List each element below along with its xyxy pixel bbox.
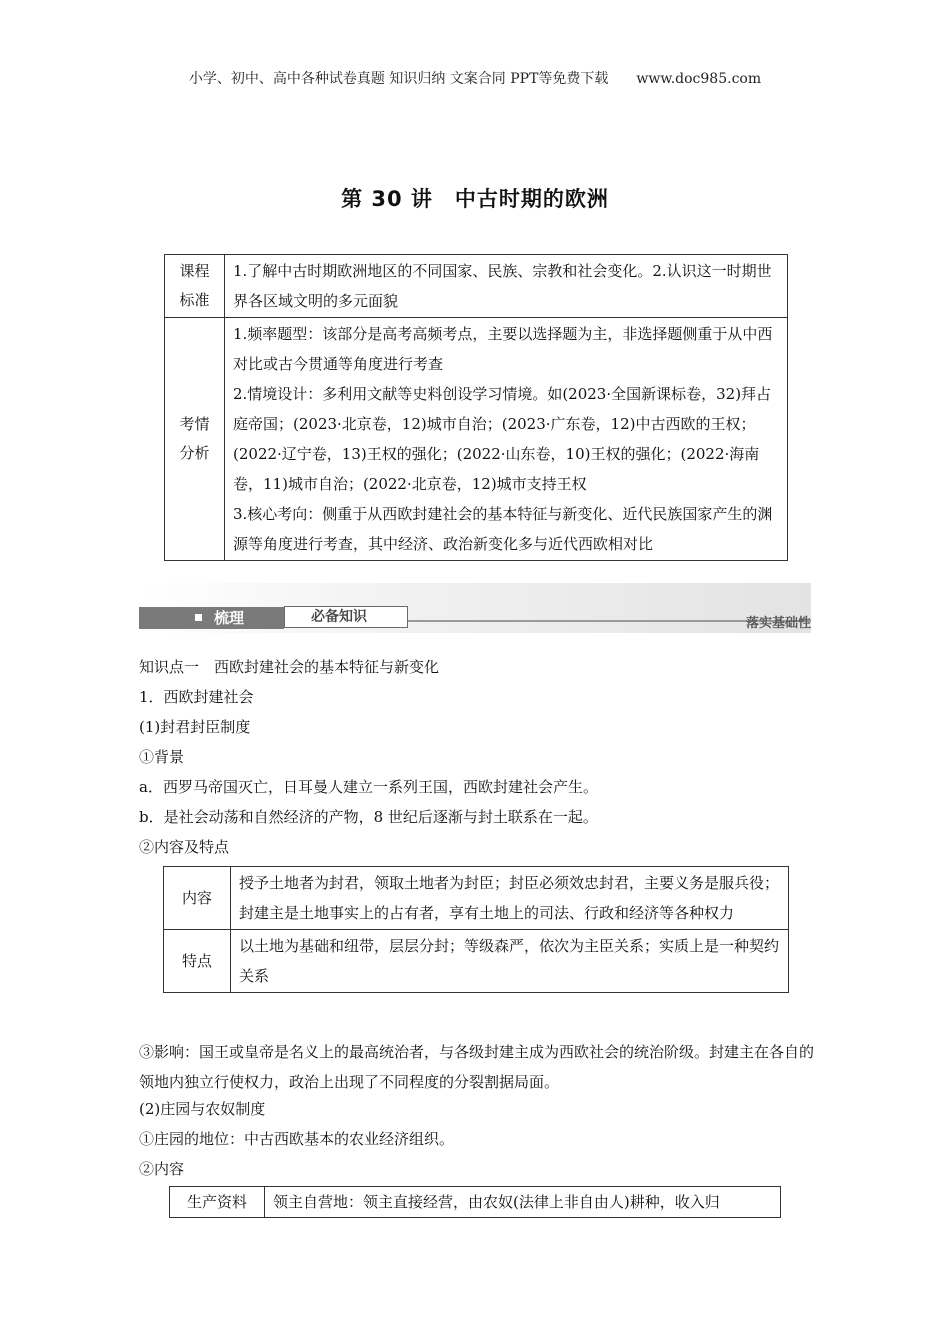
table-cell-content: 以土地为基础和纽带，层层分封；等级森严，依次为主臣关系；实质上是一种契约关系 — [231, 930, 789, 993]
table-row — [164, 867, 789, 930]
paragraph: a．西罗马帝国灭亡，日耳曼人建立一系列王国，西欧封建社会产生。 — [139, 778, 598, 796]
header-text: 小学、初中、高中各种试卷真题 知识归纳 文案合同 PPT等免费下载 — [188, 71, 609, 87]
square-bullet-icon — [195, 614, 202, 621]
label-line: 课程 — [179, 262, 210, 280]
manor-table — [169, 1186, 781, 1218]
page-title: 第 30 讲 中古时期的欧洲 — [341, 187, 609, 211]
course-info-table — [164, 254, 788, 561]
section-heading: 1．西欧封建社会 — [139, 688, 254, 706]
table-cell-label: 内容 — [164, 867, 231, 930]
item-heading: ②内容 — [139, 1160, 185, 1178]
item-heading: ②内容及特点 — [139, 838, 230, 856]
table-row — [170, 1187, 781, 1218]
label-line: 标准 — [179, 291, 210, 309]
item-heading: ①背景 — [139, 748, 185, 766]
banner-tag-secondary — [284, 606, 408, 628]
paragraph: ③影响：国王或皇帝是名义上的最高统治者，与各级封建主成为西欧社会的统治阶级。封建主在各自的领地内独立行使权力，政治上出现了不同程度的分裂割据局面。 — [139, 1043, 815, 1091]
banner-tag-secondary-label: 必备知识 — [311, 609, 367, 625]
table-cell-label: 特点 — [164, 930, 231, 993]
table-row — [164, 930, 789, 993]
fief-system-table — [163, 866, 789, 993]
subsection-heading: (2)庄园与农奴制度 — [139, 1100, 266, 1118]
curriculum-standard-content: 1.了解中古时期欧洲地区的不同国家、民族、宗教和社会变化。2.认识这一时期世界各区域文明的多元面貌 — [225, 255, 788, 318]
section-banner — [139, 583, 811, 633]
header-url[interactable]: www.doc985.com — [636, 71, 762, 87]
exam-analysis-content — [225, 318, 788, 561]
table-cell-label: 生产资料 — [170, 1187, 265, 1218]
table-cell-content: 领主自营地：领主直接经营，由农奴(法律上非自由人)耕种，收入归 — [265, 1187, 781, 1218]
subsection-heading: (1)封君封臣制度 — [139, 718, 251, 736]
page-header — [0, 68, 950, 88]
paragraph: ①庄园的地位：中古西欧基本的农业经济组织。 — [139, 1130, 455, 1148]
label-line: 考情 — [179, 415, 210, 433]
table-row — [165, 318, 788, 561]
banner-tag-primary-label: 梳理 — [214, 609, 245, 627]
exam-analysis-para-2: 2.情境设计：多利用文献等史料创设学习情境。如(2023·全国新课标卷，32)拜占庭帝国；(2023·北京卷，12)城市自治；(2023·广东卷，12)中古西欧的王权；(2022·辽宁卷，13)王权的强化；(2022·山东卷，10)王权的强化；(2022·海南卷，11)城市自治；(2022·北京卷，12)城市支持王权 — [233, 385, 772, 493]
exam-analysis-para-1: 1.频率题型：该部分是高考高频考点，主要以选择题为主，非选择题侧重于从中西对比或古今贯通等角度进行考查 — [233, 325, 773, 373]
banner-right-label: 落实基础性 — [745, 616, 811, 631]
paragraph: b．是社会动荡和自然经济的产物，8 世纪后逐渐与封土联系在一起。 — [139, 808, 598, 826]
table-row — [165, 255, 788, 318]
label-exam-analysis — [165, 318, 225, 561]
label-curriculum-standard — [165, 255, 225, 318]
banner-tag-primary — [139, 607, 284, 629]
label-line: 分析 — [179, 444, 210, 462]
exam-analysis-para-3: 3.核心考向：侧重于从西欧封建社会的基本特征与新变化、近代民族国家产生的渊源等角度进行考查，其中经济、政治新变化多与近代西欧相对比 — [233, 505, 773, 553]
table-cell-content: 授予土地者为封君，领取土地者为封臣；封臣必须效忠封君，主要义务是服兵役；封建主是土地事实上的占有者，享有土地上的司法、行政和经济等各种权力 — [231, 867, 789, 930]
knowledge-point-heading: 知识点一 西欧封建社会的基本特征与新变化 — [139, 658, 440, 676]
